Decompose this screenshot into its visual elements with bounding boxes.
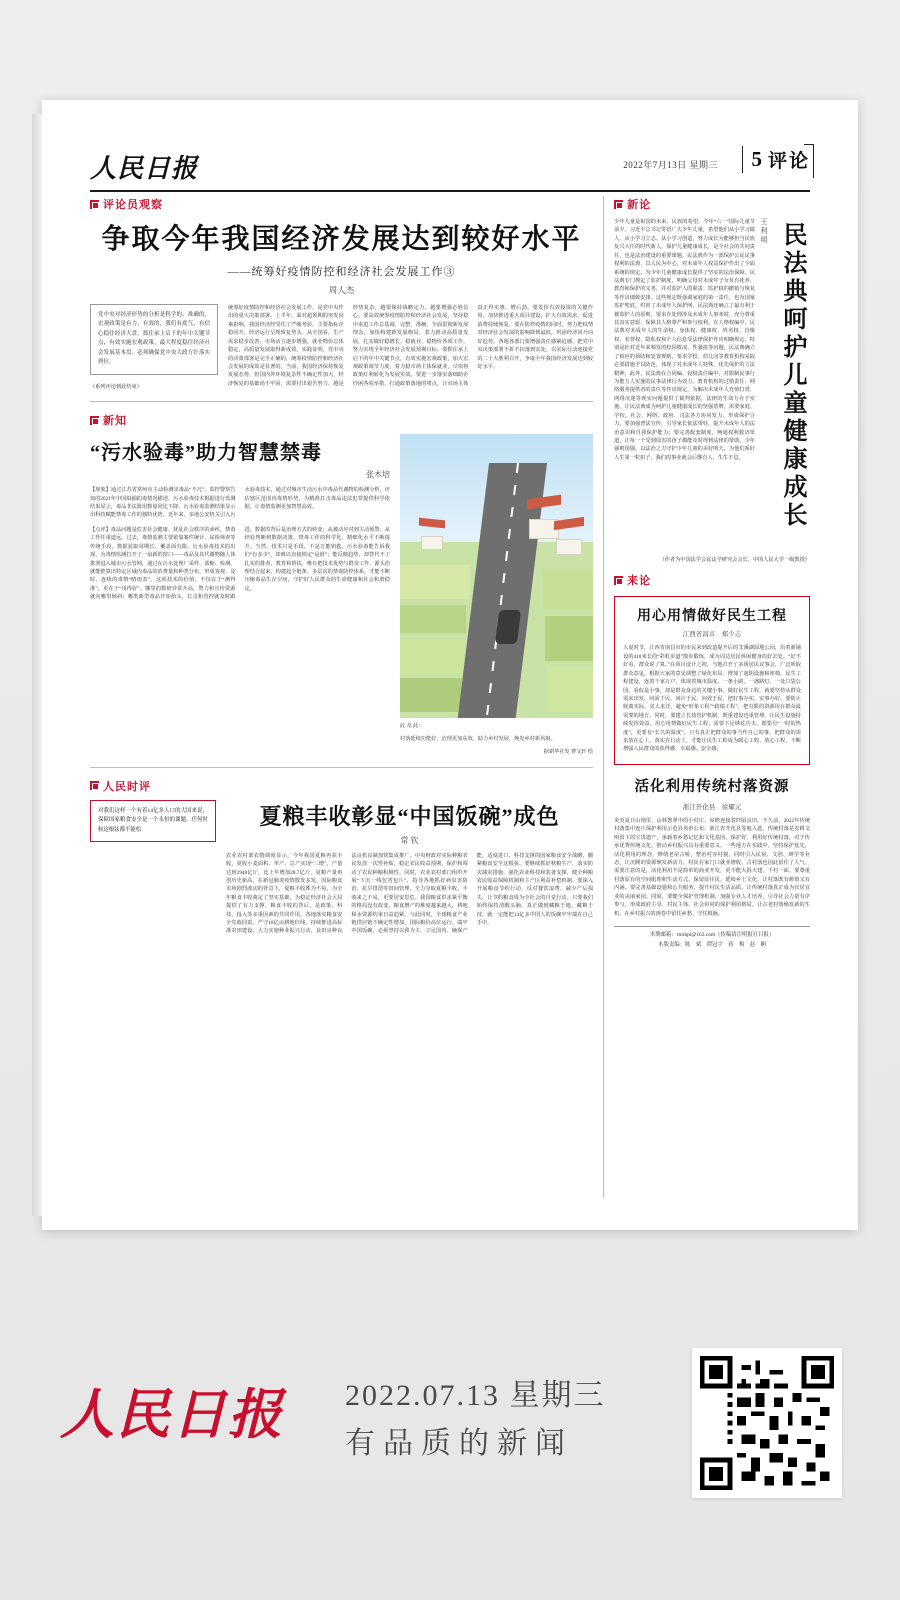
rubric-laiLun xyxy=(614,572,810,588)
illustration-field xyxy=(400,678,462,712)
rubric-mark-icon xyxy=(614,200,623,209)
article-peoples-commentary xyxy=(90,778,593,936)
rubric-label: 新知 xyxy=(103,415,127,428)
article2-text-side xyxy=(90,434,390,757)
illustration-field xyxy=(543,570,593,610)
article1-body-wrap xyxy=(90,304,593,391)
pullquote-article1: 党中央对经济形势的分析是科学的、准确的，宏观政策是有力、有效的，我们有底气、有信心稳住经济大盘。抓住承上启下的年中关键节点，有效实施宏观政策，最大程度稳住经济社会发展基本盘，必须确保党中央大政方针落实到位。 xyxy=(90,304,218,375)
newspaper-inner xyxy=(60,114,840,1216)
byline-right-article2: 江西省昌市 郑少志 xyxy=(682,631,742,639)
byline-article1: 周人杰 xyxy=(328,285,355,295)
section-name: 评论 xyxy=(767,151,810,172)
illustration-caption-title: 此 及 此： xyxy=(400,723,424,730)
article2-wrap xyxy=(90,434,593,757)
illustration-caption: 村落延续功能好，治理更加高效。助力乡村发展，焕发乡村新风貌。 xyxy=(400,735,556,742)
illustration-field xyxy=(400,605,466,633)
headline-article3: 夏粮丰收彰显“中国饭碗”成色 xyxy=(259,803,560,829)
headline-article1: 争取今年我国经济发展达到较好水平 xyxy=(101,224,582,255)
newspaper-sheet xyxy=(42,100,858,1230)
left-column xyxy=(90,196,604,1198)
illustration-house xyxy=(421,536,443,550)
headline-right-article2: 用心用情做好民生工程 xyxy=(637,609,788,625)
vertical-headline: 民法典呵护儿童健康成长 xyxy=(779,222,805,530)
article1-quote-tail: （系列评论到此结束） xyxy=(90,383,142,390)
qr-code-icon xyxy=(700,1356,834,1490)
right-article1-body: 少年儿童是祖国的未来、民族的希望。今年“六一”国际儿童节前夕，习近平总书记寄语广大少年儿童，希望他们从小学习做人、从小学习立志、从小学习创造，努力成长为能够担当民族复兴大任的时代新人。保护儿童健康成长，是全社会的共同责任，也是法治建设的重要课题。民法典作为一部保护公民民事权利的法典，以人民为中心，对未成年人权益保护作出了全面系统的规定，为少年儿童健康成长提供了坚实的法治保障。民法典专门规定了监护制度，明确父母对未成年子女负有抚养、教育和保护的义务，并对监护人的职责、监护权的撤销与恢复等作出细致安排。这些规定既强调家庭的第一责任，也为国家监护兜底，织密了未成年人保护网。民法典还确立了最有利于被监护人的原则，要求在处理涉及未成年人事务时，充分尊重其真实意愿，保障其人格尊严和参与权利。在人格权编中，民法典对未成年人的生命权、身体权、健康权、姓名权、肖像权、名誉权、隐私权和个人信息受法律保护作出明确规定。特别是针对近年来频发的校园欺凌、性骚扰等问题，民法典确立了相应的预防和处置规则，要求学校、幼儿园等教育机构采取必要措施予以防范，体现了对未成年人特殊、优先保护的立法精神。此外，民法典在合同编、侵权责任编中，对限制民事行为能力人实施的民事法律行为效力、教育机构的过错责任、网络服务提供者的责任等作出规定，为解决未成年人充值打赏、网络沉迷等现实问题提供了裁判依据。法律的生命力在于实施。让民法典成为呵护儿童健康成长的坚强盾牌，需要家庭、学校、社会、网络、政府、司法各方协同发力，形成保护合力。要加强普法宣传，引导家长依法带娃，提升未成年人的法治意识和自我保护能力；要完善配套制度，畅通权利救济渠道，让每一个受到侵害的孩子都能及时得到法律的帮助。少年强则国强。以法治之力守护少年儿童的美好明天，为他们系好人生第一粒扣子，我们的事业就会后继有人、生生不息。 xyxy=(614,219,755,461)
right-article3-body: 炎炎夏日山坳里，山林葱翠中的小村庄，屋檐连接着阡陌良田。不久前，2022年传统村落集中连片保护利用示范县名单公布，浙江省开化县等地入选。传统村落是农耕文明留下的宝贵遗产，承载着乡愁记忆和文化基因。保护好、利用好传统村落，对于传承优秀传统文化、推动乡村振兴具有重要意义。一些地方在实践中，坚持保护优先、活化利用的理念，修缮老屋古桥，整治村容村貌，同时引入民宿、文创、研学等业态，让沉睡的资源焕发新活力。村民在家门口就业增收，古村落也因此留住了人气。需要注意的是，活化利用不是简单的商业开发，更不能大拆大建、千村一面。要尊重村落原有的空间肌理和生活方式，保留原住民，延续乡土文化，让村落既有颜值又有内涵。要完善基础设施和公共服务，提升村民生活品质，让传统村落真正成为宜居宜业的美丽家园。同时，要健全保护管理机制，加强专业人才培养，引导社会力量有序参与，形成政府主导、村民主体、社会协同的保护利用格局。让古老村落焕发新的生机，在乡村振兴的画卷中留住乡愁、守住根脉。 xyxy=(614,817,810,917)
illustration-field xyxy=(547,667,593,712)
article2-illustration-side xyxy=(400,434,593,757)
illustration-field xyxy=(400,639,464,673)
rubric-mark-icon xyxy=(90,416,99,425)
footer-email: 本期邮箱：rmrbpl@163.com（传稿请注明报社日报） xyxy=(649,931,775,938)
brand-date: 2022.07.13 星期三 xyxy=(345,1379,606,1412)
rubric-newtheory xyxy=(614,196,810,212)
illustration-car xyxy=(494,610,520,644)
illustration-field xyxy=(545,616,593,661)
article3-quote-col xyxy=(90,800,216,936)
rubric-mark-icon xyxy=(90,781,99,790)
rubric-newknowledge xyxy=(90,412,593,428)
divider-2 xyxy=(90,767,593,768)
qr-code[interactable] xyxy=(692,1348,842,1498)
pullquote-article3: 对我们这样一个有着14亿多人口的大国来说，保障国家粮食安全是一个永恒的课题，任何时候这根弦都不能松 xyxy=(90,800,216,842)
masthead xyxy=(90,144,810,192)
right-column xyxy=(604,196,810,1198)
page-number: 5 xyxy=(751,147,762,171)
right-article2-body: 入夏时节，江西省南昌市的市民来到改造提升后的艾溪湖湿地公园，沿着新铺设的410米长的“彩虹步道”散步锻炼，成为周边居民休闲健身的好去处。“好不好看，群众说了算。”在项目设计之初，当地召开了多场居民议事会，广泛听取群众意见，根据大家的意见调整了绿化布局、增加了遮阴设施和座椅。民生工程建设，连着千家万户，体现着城市温度。一条小路、一盏路灯、一处口袋公园，看似是小事，却是群众身边的关键小事。做好民生工程，就要坚持从群众需求出发，问需于民、问计于民、问效于民，把好事办实、实事办好。要防止脱离实际、贪大求洋，避免“形象工程”“政绩工程”，把有限的资源用在群众最需要的地方。同时，要建立长效管护机制，既重建设也重管理，让民生设施持续发挥效益。用心用情做好民生工程，需要下足绣花功夫，既要有“一时的热度”，更要有“长久的温度”。只有真正把群众的事当作自己的事，把群众的需求放在心上、落实在行动上，才能让民生工程成为暖心工程、放心工程，不断增强人民群众的获得感、幸福感、安全感。 xyxy=(623,645,801,753)
brand-logo: 人民日报 xyxy=(60,1385,284,1445)
vertical-byline: 王利明 xyxy=(760,218,768,245)
corner-rule-icon xyxy=(804,144,814,178)
byline-article2: 张木培 xyxy=(366,470,390,480)
article-commentator-observation xyxy=(90,196,593,391)
article1-body: 统筹好疫情防控和经济社会发展工作，是党中央作出的重大决策部署。上半年，面对超预期的突发因素影响，我国经济经受住了严峻考验，主要指标企稳回升，经济运行呈现恢复势头。从全国看，生产需求稳步改善，市场活力逐步增强，就业物价总体稳定，高质量发展取得新成效。实践证明，党中央的决策部署是完全正确的，统筹疫情防控和经济社会发展的成效是显著的。当前，我国经济保持恢复发展态势，但国内外环境复杂性不确定性加大，经济恢复的基础尚不牢固，需要付出艰苦努力。越是形势复杂，越要保持战略定力，越要增强必胜信心。要高效统筹疫情防控和经济社会发展，坚持稳中求进工作总基调，完整、准确、全面贯彻新发展理念，加快构建新发展格局，着力推动高质量发展，扎实做好稳增长、稳就业、稳物价各项工作，努力实现全年经济社会发展预期目标。要抓住承上启下的年中关键节点，有效实施宏观政策，加大宏观政策调节力度，着力稳市场主体保就业，尽快将政策红利转化为发展实效。要进一步落实落细助企纾困各项举措，打通政策落地的堵点，让市场主体真正得实惠、增后劲。要发挥有效投资的关键作用，加快推进重大项目建设，扩大有效需求，促进消费持续恢复。要在防控疫情的同时，努力把疫情对经济社会发展的影响降到最低，巩固经济回升向好趋势。各地各部门要增强责任感紧迫感，把党中央决策部署不折不扣落到实处，以实际行动迎接党的二十大胜利召开，争取全年我国经济发展达到较好水平。 xyxy=(228,305,594,387)
masthead-date: 2022年7月13日 星期三 xyxy=(623,160,718,170)
illustration-house xyxy=(556,539,582,555)
rubric-label: 新论 xyxy=(627,199,652,211)
footer-editors: 本版责编：陈 斌 谭冠宇 蒋 梅 赵 婀 xyxy=(658,941,766,948)
right-article1-footnote: （作者为中国法学会民法学研究会会长、中国人民大学一级教授） xyxy=(659,557,810,563)
byline-article3: 常 钦 xyxy=(400,835,419,845)
page-content xyxy=(90,196,810,1198)
headline-article2: “污水验毒”助力智慧禁毒 xyxy=(90,442,322,465)
rubric-mark-icon xyxy=(90,200,99,209)
article-new-knowledge xyxy=(90,412,593,757)
right-article2-box xyxy=(614,596,810,764)
illustration-field xyxy=(400,565,470,599)
rubric-label: 来论 xyxy=(627,575,652,588)
headline-right-article3: 活化利用传统村落资源 xyxy=(634,778,790,795)
subheadline-article1: ——统筹好疫情防控和经济社会发展工作③ xyxy=(227,266,456,278)
illustration-credit: 据新华社发 曹文轩 绘 xyxy=(543,748,594,755)
rubric-peoplescommentary xyxy=(90,778,593,794)
brand-bar xyxy=(0,1300,900,1600)
rubric-label: 评论员观察 xyxy=(103,199,163,211)
article3-main xyxy=(226,800,593,936)
article3-body: 农业农村部农情调度显示，今年我国夏粮再获丰收，夏收小麦面积、单产、总产实现“三增”，产量达到2948亿斤，比上年增加28.7亿斤，夏粮产量再创历史新高。在新冠肺炎疫情散发多发、国际粮食市场剧烈波动的背景下，夏粮丰收殊为不易，为全年粮食丰收奠定了坚实基础，为稳定经济社会大局提供了有力支撑。粮食丰收的背后，是政策、科技、投入等多重因素的共同作用。各地落实粮食安全党政同责，严守18亿亩耕地红线，持续推进高标准农田建设，大力实施种业振兴行动，良田良种良法良机良制加快集成推广。中央财政对实际种粮农民发放一次性补贴，稳定农民收益预期，保护和调动了农民种粮积极性。同时，农业农村部门组织开展“下沉一线包省包片”，指导各地抓好病虫害防治、抗旱排涝等田间管理，全力夺取夏粮丰收。丰收来之不易，更要居安思危。我国粮食供求紧平衡的格局没有改变，粮食增产的难度越来越大，耕地和水资源约束日益趋紧。与此同时，全球粮食产业链供应链不确定性增加，国际粮价高位运行。端牢中国饭碗，必须坚持以我为主、立足国内、确保产能、适度进口、科技支撑的国家粮食安全战略，绷紧粮食安全这根弦。要继续抓好秋粮生产，落实防灾减灾措施，强化农业科技和装备支撑，健全种粮农民收益保障机制和主产区利益补偿机制。要深入开展粮食节约行动，反对餐饮浪费，减少产后损失，让节约粮食成为全社会的自觉行动。只要我们始终保持清醒头脑，真正做到藏粮于地、藏粮于技，就一定能把14亿多中国人的饭碗牢牢端在自己手中。 xyxy=(226,852,594,935)
rubric-commentator xyxy=(90,196,593,212)
rubric-label: 人民时评 xyxy=(103,780,151,793)
right-article1 xyxy=(614,218,810,552)
byline-right-article3: 浙江开化县 徐耀元 xyxy=(682,803,742,811)
article2-body: 【点评】毒品问题是危害社会健康、扰乱社会秩序的顽疾，禁毒工作任重道远。过去，毒情监测主要依靠案件统计、尿检筛查等传统手段，数据获取周期长、覆盖面有限。污水验毒技术的出现，为毒情监测打开了一扇新的窗口——毒品及其代谢物随人体排泄进入城市污水管网，通过在污水处理厂采样、浓缩、检测，就能推算出特定区域内毒品的消费量和种类分布，形成客观、及时、连续的毒情“晴雨表”。这项技术的价值，不仅在于“测得准”，更在于“用得好”。哪里的数值异常升高，警力和宣传资源就向哪里倾斜；哪类新型毒品开始抬头，打击和管控就及时跟进。数据的背后是治理方式的转变：从被动应对到主动预警，从经验判断到数据决策，禁毒工作的科学化、精细化水平不断提升。当然，技术只是手段，不是万能钥匙。污水验毒能告诉我们“有多少”，却难以直接锁定“是谁”；能反映趋势，却替代不了扎实的排查、教育和帮扶。唯有把技术优势与群众工作、源头治理结合起来，构建起全链条、多层次的禁毒防控体系，才能不断压缩毒品生存空间，守护好人民群众的生命健康和社会和谐稳定。 xyxy=(90,526,390,601)
illustration-rural-road xyxy=(400,434,593,718)
page-footer xyxy=(614,926,810,950)
article3-wrap xyxy=(90,800,593,936)
brand-slogan: 有品质的新闻 xyxy=(345,1427,573,1460)
masthead-logo: 人民日报 xyxy=(90,154,199,183)
article1-quote-col xyxy=(90,304,218,391)
article2-lead: 【现象】通过江苏省常州市主动检测出毒品“不凡”，监控警察告知的2021年中国缉捕的毒情况描述，污水验毒技术根据进行监测结果显示，毒品非法滥用数量同比下降，污水验毒监测结果显示出科技赋能禁毒工作的独特优势。近年来，多地公安机关引入污水验毒技术，通过对城市生活污水中毒品代谢物的检测分析，评估辖区范围内毒情形势，为精准打击毒品违法犯罪提供科学依据，让毒情监测更加智慧高效。 xyxy=(90,487,390,519)
divider-1 xyxy=(90,401,593,402)
masthead-page-indicator xyxy=(742,146,810,173)
rubric-mark-icon xyxy=(614,576,623,585)
